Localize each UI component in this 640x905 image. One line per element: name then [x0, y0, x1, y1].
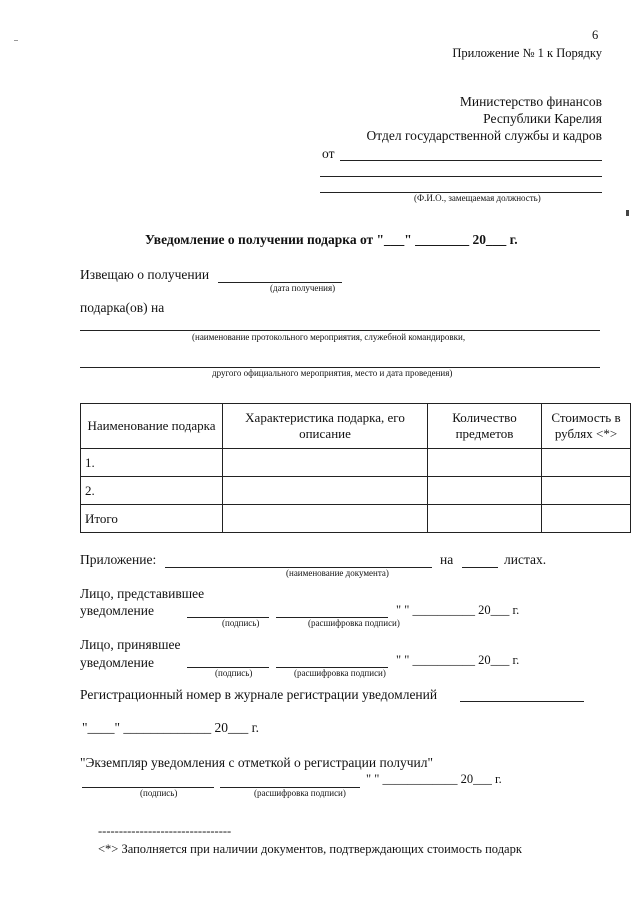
- table-cell: 2.: [81, 477, 223, 505]
- recipient-line-2: Республики Карелия: [483, 111, 602, 126]
- appendix-note: Приложение № 1 к Порядку: [452, 46, 602, 60]
- attachment-caption: (наименование документа): [286, 568, 389, 578]
- table-cell[interactable]: [542, 477, 631, 505]
- footnote-text: <*> Заполняется при наличии документов, подтверждающих стоимость подарк: [98, 842, 522, 856]
- table-header-row: [81, 404, 631, 449]
- submitter-decode-caption: (расшифровка подписи): [308, 618, 400, 628]
- gifts-table: [80, 403, 631, 533]
- event-line-1[interactable]: [80, 330, 600, 331]
- copy-decode-caption: (расшифровка подписи): [254, 788, 346, 798]
- table-cell[interactable]: [223, 505, 428, 533]
- table-row: [81, 477, 631, 505]
- table-cell[interactable]: [428, 449, 542, 477]
- header-gift-description: Характеристика подарка, его описание: [223, 404, 428, 449]
- from-label: от: [322, 146, 335, 161]
- scan-speck: [14, 40, 18, 41]
- attachment-label: Приложение:: [80, 552, 157, 567]
- table-cell[interactable]: [223, 449, 428, 477]
- submitter-sign-caption: (подпись): [222, 618, 260, 628]
- sheets-label: листах.: [504, 552, 547, 567]
- scan-edge-mark: [626, 210, 629, 216]
- event-caption-1: (наименование протокольного мероприятия, служебной командировки,: [192, 332, 466, 342]
- receiver-label-1: Лицо, принявшее: [80, 637, 181, 652]
- event-caption-2: другого официального мероприятия, место и дата проведения): [212, 368, 453, 378]
- table-row: [81, 449, 631, 477]
- on-label: на: [440, 552, 454, 567]
- table-cell: Итого: [81, 505, 223, 533]
- header-cost: Стоимость в рублях <*>: [542, 404, 631, 449]
- table-cell[interactable]: [428, 505, 542, 533]
- from-field-line-2[interactable]: [320, 176, 602, 177]
- receiver-sign-caption: (подпись): [215, 668, 253, 678]
- header-quantity: Количество предметов: [428, 404, 542, 449]
- header-gift-name: Наименование подарка: [81, 404, 223, 449]
- from-field-line-1[interactable]: [340, 160, 602, 161]
- table-cell[interactable]: [223, 477, 428, 505]
- copy-received-label: "Экземпляр уведомления с отметкой о регистрации получил": [80, 755, 434, 770]
- table-row-total: [81, 505, 631, 533]
- registration-number-line[interactable]: [460, 701, 584, 702]
- submitter-date[interactable]: " " __________ 20___ г.: [396, 603, 520, 617]
- footnote-divider: --------------------------------: [98, 824, 232, 838]
- document-title: Уведомление о получении подарка от "___" ________ 20___ г.: [145, 232, 518, 247]
- inform-label: Извещаю о получении: [80, 267, 210, 282]
- recipient-line-1: Министерство финансов: [459, 94, 602, 109]
- page-number: 6: [592, 28, 599, 42]
- gifts-label: подарка(ов) на: [80, 300, 165, 315]
- table-cell[interactable]: [428, 477, 542, 505]
- recipient-line-3: Отдел государственной службы и кадров: [366, 128, 602, 143]
- table-cell[interactable]: [542, 505, 631, 533]
- registration-label: Регистрационный номер в журнале регистрации уведомлений: [80, 687, 438, 702]
- registration-date[interactable]: "____" _____________ 20___ г.: [82, 720, 260, 735]
- table-cell: 1.: [81, 449, 223, 477]
- date-caption: (дата получения): [270, 283, 336, 293]
- table-cell[interactable]: [542, 449, 631, 477]
- copy-sign-caption: (подпись): [140, 788, 178, 798]
- submitter-label-1: Лицо, представившее: [80, 586, 205, 601]
- receiver-decode-caption: (расшифровка подписи): [294, 668, 386, 678]
- sheets-count-line[interactable]: [462, 567, 498, 568]
- fio-caption: (Ф.И.О., замещаемая должность): [414, 193, 541, 203]
- receiver-date[interactable]: " " __________ 20___ г.: [396, 653, 520, 667]
- copy-received-date[interactable]: " " ____________ 20___ г.: [366, 772, 502, 786]
- submitter-label-2: уведомление: [80, 603, 154, 618]
- receiver-label-2: уведомление: [80, 655, 154, 670]
